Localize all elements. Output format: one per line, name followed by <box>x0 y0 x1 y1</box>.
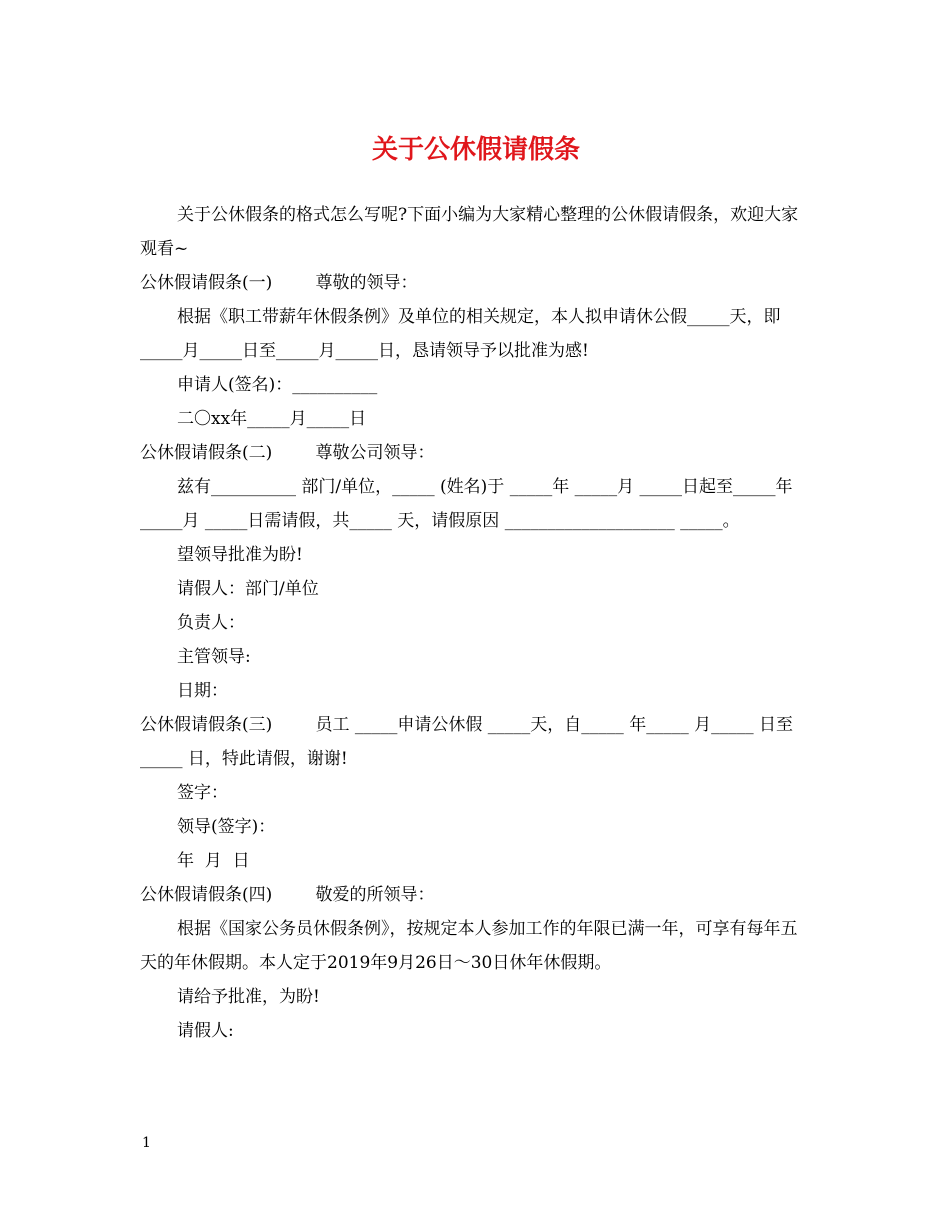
section-1-heading: 公休假请假条(一) 尊敬的领导： <box>140 273 418 293</box>
section-1-applicant: 申请人(签名)：__________ <box>177 375 378 395</box>
section-1-body: 根据《职工带薪年休假条例》及单位的相关规定，本人拟申请休公假_____天，即_____月_____日至_____月_____日，恳请领导予以批准为感! <box>140 307 781 361</box>
document-title: 关于公休假请假条 <box>371 135 580 165</box>
section-4-body: 根据《国家公务员休假条例》，按规定本人参加工作的年限已满一年，可享有每年五天的年休假期。本人定于2019年9月26日～30日休年休假期。 <box>140 919 798 973</box>
section-2-supervisor: 主管领导: <box>177 647 251 667</box>
section-2-responsible: 负责人： <box>177 613 245 633</box>
section-2-date: 日期： <box>177 681 228 701</box>
intro-paragraph: 关于公休假条的格式怎么写呢?下面小编为大家精心整理的公休假请假条，欢迎大家观看~ <box>140 205 799 259</box>
page-number: 1 <box>142 1135 151 1151</box>
section-4-heading: 公休假请假条(四) 敬爱的所领导： <box>140 885 435 905</box>
section-1-date: 二〇xx年_____月_____日 <box>177 409 367 429</box>
section-3-sign: 签字： <box>177 783 228 803</box>
section-4-applicant: 请假人: <box>177 1021 234 1041</box>
section-3-text: 公休假请假条(三) 员工 _____申请公休假 _____天，自_____ 年_____ 月_____ 日至_____ 日，特此请假，谢谢! <box>140 715 794 769</box>
section-2-heading: 公休假请假条(二) 尊敬公司领导： <box>140 443 435 463</box>
section-2-applicant: 请假人：部门/单位 <box>177 579 319 599</box>
section-3-leader: 领导(签字)： <box>177 817 276 837</box>
section-2-hope: 望领导批准为盼! <box>177 545 303 565</box>
section-3-date: 年 月 日 <box>177 851 250 871</box>
section-4-request: 请给予批准，为盼! <box>177 987 320 1007</box>
section-2-body: 兹有__________ 部门/单位，_____ (姓名)于 _____年 _____月 _____日起至_____年 _____月 _____日需请假，共_____ 天，请假原因 ____________________ _____。 <box>140 477 798 531</box>
